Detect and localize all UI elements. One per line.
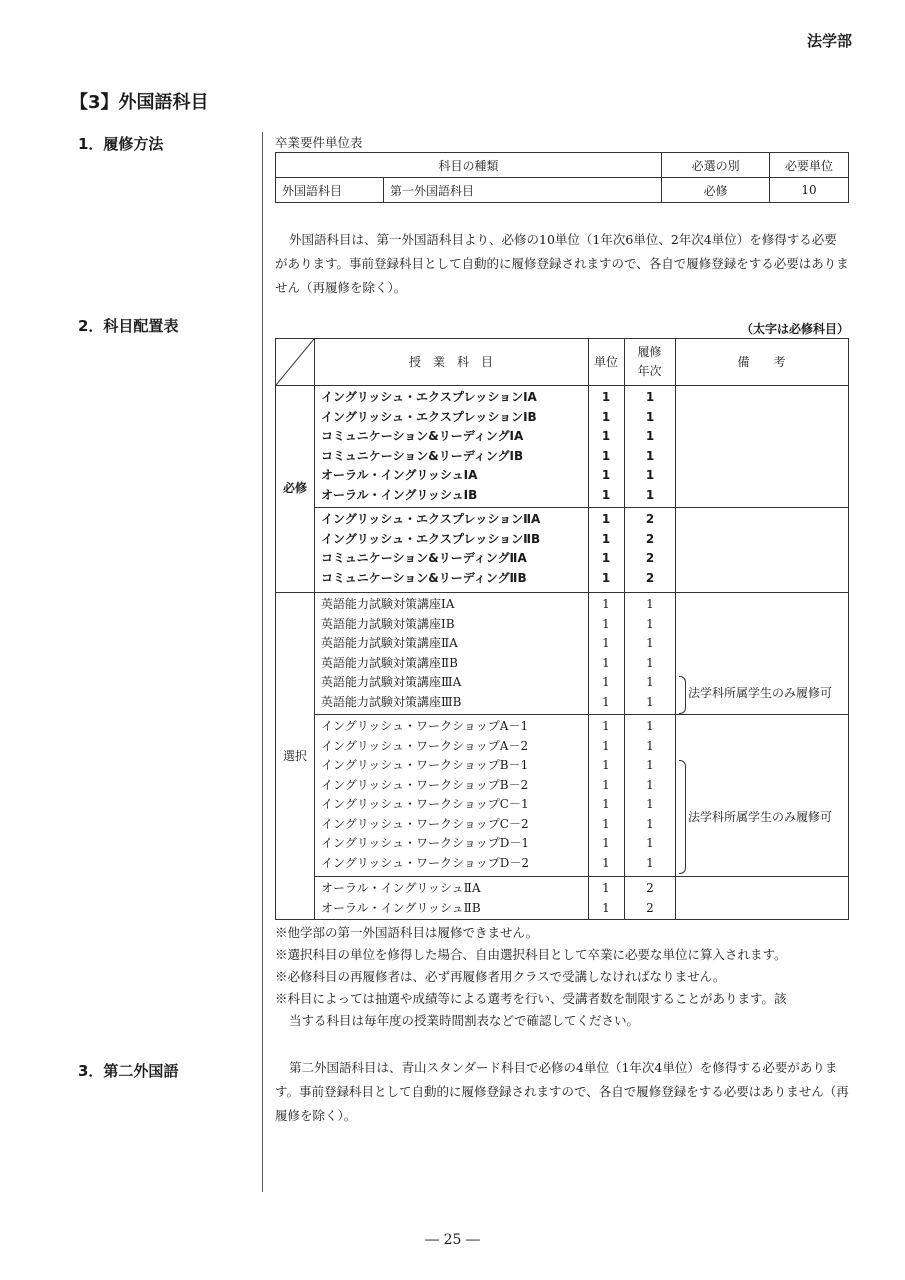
notes-list (275, 922, 855, 1032)
course-name: イングリッシュ・ワークショップB－2 (321, 777, 529, 792)
course-name: 英語能力試験対策講座ⅡB (321, 655, 458, 670)
note-3: ※必修科目の再履修者は、必ず再履修者用クラスで受講しなければなりません。 (275, 969, 726, 984)
course-year: 1 (645, 429, 655, 443)
course-name: イングリッシュ・エクスプレッションⅡA (321, 512, 541, 526)
header-year-line2: 年次 (637, 364, 662, 378)
brace-2 (679, 760, 686, 874)
course-name: イングリッシュ・ワークショップB－1 (321, 758, 529, 772)
course-year: 1 (645, 468, 655, 482)
note-5: 当する科目は毎年度の授業時間割表などで確認してください。 (289, 1013, 640, 1028)
course-year: 1 (646, 816, 654, 831)
course-year: 1 (646, 855, 654, 870)
course-units: 1 (601, 468, 611, 482)
units-cell-subcategory: 第一外国語科目 (384, 178, 662, 203)
course-name: 英語能力試験対策講座ⅢB (321, 694, 462, 709)
department-label: 法学部 (806, 32, 852, 50)
course-name: コミュニケーション&リーディングⅡA (321, 551, 527, 565)
units-cell-type: 必修 (662, 178, 770, 203)
course-units: 1 (601, 448, 611, 463)
required-label: 必修 (282, 481, 307, 495)
allocation-table (275, 338, 849, 920)
course-name: オーラル・イングリッシュⅠA (321, 468, 478, 482)
course-units: 1 (602, 900, 610, 915)
course-name: 英語能力試験対策講座ⅢA (321, 675, 462, 689)
course-name: イングリッシュ・ワークショップC－2 (321, 816, 529, 831)
course-units: 1 (602, 836, 610, 850)
course-name: イングリッシュ・エクスプレッションⅡB (321, 531, 541, 546)
note-1: ※他学部の第一外国語科目は履修できません。 (275, 925, 539, 940)
course-name: イングリッシュ・ワークショップC－1 (321, 797, 529, 811)
course-name: イングリッシュ・ワークショップA－2 (321, 738, 529, 753)
note-2: ※選択科目の単位を修得した場合、自由選択科目として卒業に必要な単位に算入されます。 (275, 947, 787, 962)
course-units: 1 (601, 390, 611, 404)
course-name: イングリッシュ・ワークショップD－2 (321, 855, 530, 870)
course-name: イングリッシュ・エクスプレッションⅠB (321, 409, 537, 424)
course-year: 2 (645, 551, 655, 565)
elective-label: 選択 (282, 749, 307, 763)
course-units: 1 (601, 531, 611, 546)
course-units: 1 (602, 881, 610, 895)
units-header-units: 必要単位 (770, 153, 849, 178)
course-name: 英語能力試験対策講座ⅠA (321, 597, 455, 611)
course-units: 1 (601, 429, 611, 443)
course-name: オーラル・イングリッシュⅡA (321, 881, 481, 895)
course-year: 2 (646, 881, 654, 895)
course-units: 1 (602, 655, 610, 670)
course-year: 1 (646, 836, 654, 850)
course-units: 1 (602, 738, 610, 753)
course-name: イングリッシュ・ワークショップD－1 (321, 836, 530, 850)
course-year: 1 (645, 390, 655, 404)
course-name: コミュニケーション&リーディングⅠA (321, 429, 524, 443)
page-number: ― 25 ― (425, 1232, 480, 1248)
course-year: 1 (645, 487, 655, 502)
brace-1 (679, 676, 686, 714)
course-units: 1 (601, 551, 611, 565)
course-units: 1 (602, 597, 610, 611)
course-units: 1 (601, 409, 611, 424)
course-year: 1 (646, 777, 654, 792)
course-units: 1 (602, 636, 610, 650)
elective-group1-remark: 法学科所属学生のみ履修可 (688, 686, 833, 700)
course-units: 1 (602, 719, 610, 733)
course-units: 1 (602, 694, 610, 709)
subsection-3-label: 3．第二外国語 (78, 1062, 179, 1080)
section-title: 【3】外国語科目 (70, 92, 209, 113)
course-year: 2 (645, 512, 655, 526)
course-year: 1 (646, 616, 654, 631)
course-name: オーラル・イングリッシュⅡB (321, 900, 481, 915)
units-header-required: 必選の別 (662, 153, 770, 178)
course-units: 1 (602, 797, 610, 811)
course-year: 2 (645, 531, 655, 546)
course-units: 1 (602, 758, 610, 772)
paragraph-method: 外国語科目は、第一外国語科目より、必修の10単位（1年次6単位、2年次4単位）を修得する必要があります。事前登録科目として自動的に履修登録されますので、各自で履修登録をする必要はありません（再履修を除く）。 (275, 232, 849, 295)
diagonal-corner (276, 339, 314, 385)
course-year: 1 (646, 758, 654, 772)
course-year: 1 (645, 448, 655, 463)
course-name: コミュニケーション&リーディングⅠB (321, 448, 524, 463)
subsection-2-label: 2．科目配置表 (78, 317, 179, 335)
course-units: 1 (601, 487, 611, 502)
course-year: 2 (645, 570, 655, 585)
course-name: イングリッシュ・ワークショップA－1 (321, 719, 529, 733)
course-year: 1 (646, 655, 654, 670)
units-header-type: 科目の種類 (276, 153, 662, 178)
course-year: 1 (646, 597, 654, 611)
header-subject: 授 業 科 目 (408, 355, 493, 369)
header-units: 単位 (593, 355, 618, 369)
vertical-divider (262, 132, 263, 1192)
course-year: 1 (646, 719, 654, 733)
units-cell-units: 10 (770, 178, 849, 203)
course-year: 1 (646, 694, 654, 709)
units-table (275, 152, 849, 203)
course-name: オーラル・イングリッシュⅠB (321, 487, 478, 502)
course-name: 英語能力試験対策講座ⅠB (321, 616, 455, 631)
subsection-1-label: 1．履修方法 (78, 135, 164, 153)
course-units: 1 (602, 777, 610, 792)
units-table-caption: 卒業要件単位表 (275, 135, 363, 150)
header-remarks: 備 考 (737, 355, 786, 369)
note-4: ※科目によっては抽選や成績等による選考を行い、受講者数を制限することがあります。該 (275, 991, 787, 1006)
course-units: 1 (602, 855, 610, 870)
course-units: 1 (601, 512, 611, 526)
course-name: 英語能力試験対策講座ⅡA (321, 636, 458, 650)
course-year: 2 (646, 900, 654, 915)
course-year: 1 (646, 675, 654, 689)
course-name: コミュニケーション&リーディングⅡB (321, 570, 527, 585)
header-year-line1: 履修 (637, 345, 662, 359)
course-units: 1 (602, 675, 610, 689)
course-name: イングリッシュ・エクスプレッションⅠA (321, 390, 537, 404)
course-units: 1 (602, 816, 610, 831)
course-units: 1 (601, 570, 611, 585)
course-year: 1 (646, 636, 654, 650)
course-year: 1 (645, 409, 655, 424)
elective-group2-remark: 法学科所属学生のみ履修可 (688, 810, 833, 824)
units-cell-category: 外国語科目 (276, 178, 384, 203)
course-year: 1 (646, 797, 654, 811)
paragraph-second-language: 第二外国語科目は、青山スタンダード科目で必修の4単位（1年次4単位）を修得する必要があります。事前登録科目として自動的に履修登録されますので、各自で履修登録をする必要はありません（再履修を除く）。 (275, 1060, 849, 1123)
course-year: 1 (646, 738, 654, 753)
course-units: 1 (602, 616, 610, 631)
bold-note: （太字は必修科目） (740, 322, 849, 336)
